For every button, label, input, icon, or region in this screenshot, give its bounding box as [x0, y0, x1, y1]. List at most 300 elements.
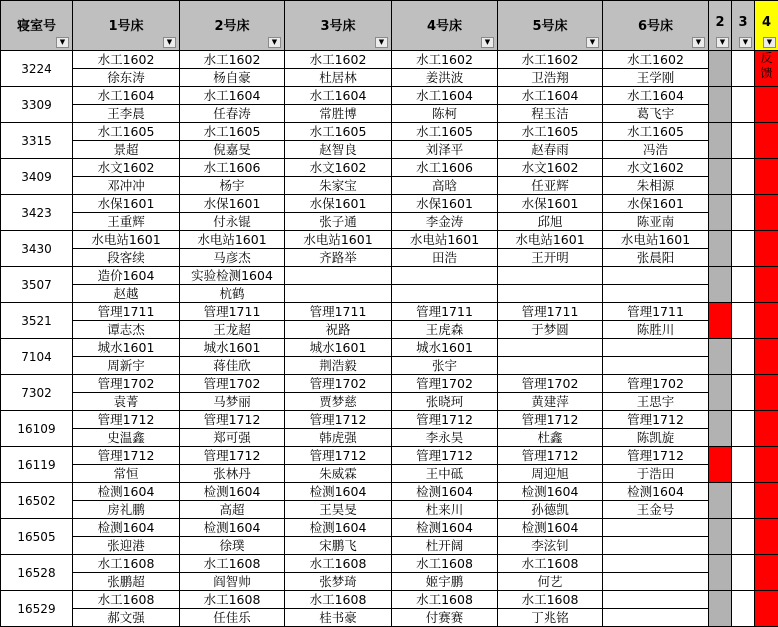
class-cell[interactable]: 水文1602: [603, 159, 709, 177]
student-name-cell[interactable]: 齐路举: [285, 249, 392, 267]
class-cell[interactable]: 检测1604: [603, 483, 709, 501]
header-col-label: 3: [732, 15, 754, 30]
student-name-cell[interactable]: 王虎森: [392, 321, 498, 339]
dropdown-arrow-icon[interactable]: ▼: [375, 37, 388, 48]
room-number-cell[interactable]: 16502: [1, 483, 73, 519]
class-cell[interactable]: 实验检测1604: [180, 267, 285, 285]
class-cell[interactable]: 水工1602: [498, 51, 603, 69]
room-number-cell[interactable]: 3409: [1, 159, 73, 195]
flag-col-4-cell[interactable]: [755, 447, 778, 483]
header-bed-label: 4号床: [392, 15, 497, 34]
class-cell[interactable]: 水工1604: [392, 87, 498, 105]
flag-col-3-cell[interactable]: [732, 339, 755, 375]
flag-col-3-cell[interactable]: [732, 591, 755, 627]
room-number-cell[interactable]: 16109: [1, 411, 73, 447]
header-room-label: 寝室号: [1, 15, 72, 34]
class-cell[interactable]: 水工1604: [73, 87, 180, 105]
class-cell[interactable]: 城水1601: [73, 339, 180, 357]
student-name-cell[interactable]: 付永锟: [180, 213, 285, 231]
class-cell[interactable]: 水保1601: [73, 195, 180, 213]
room-number-cell[interactable]: 7104: [1, 339, 73, 375]
student-name-cell[interactable]: [498, 357, 603, 375]
room-number-cell[interactable]: 16119: [1, 447, 73, 483]
student-name-cell[interactable]: 蒋佳欣: [180, 357, 285, 375]
class-cell[interactable]: 水文1602: [73, 159, 180, 177]
class-cell[interactable]: [603, 339, 709, 357]
room-number-cell[interactable]: 16529: [1, 591, 73, 627]
flag-col-4-cell[interactable]: [755, 195, 778, 231]
class-cell[interactable]: 水工1608: [180, 591, 285, 609]
flag-col-2-cell[interactable]: [709, 159, 732, 195]
student-name-cell[interactable]: 田浩: [392, 249, 498, 267]
class-cell[interactable]: 水工1602: [180, 51, 285, 69]
class-cell[interactable]: 管理1702: [180, 375, 285, 393]
class-cell[interactable]: 管理1712: [180, 447, 285, 465]
class-cell[interactable]: 管理1711: [498, 303, 603, 321]
student-name-cell[interactable]: 荆浩毅: [285, 357, 392, 375]
room-row-class: [1, 303, 778, 321]
flag-col-4-cell[interactable]: [755, 591, 778, 627]
student-name-cell[interactable]: 陈亚南: [603, 213, 709, 231]
class-cell[interactable]: 检测1604: [498, 483, 603, 501]
flag-col-4-cell[interactable]: [755, 519, 778, 555]
student-name-cell[interactable]: 陈柯: [392, 105, 498, 123]
student-name-cell[interactable]: 朱威霖: [285, 465, 392, 483]
room-row-class: [1, 123, 778, 141]
flag-col-3-cell[interactable]: [732, 231, 755, 267]
student-name-cell[interactable]: 赵春雨: [498, 141, 603, 159]
student-name-cell[interactable]: 杨宇: [180, 177, 285, 195]
class-cell[interactable]: [603, 591, 709, 609]
header-bed-label: 1号床: [73, 15, 179, 34]
header-bed-label: 2号床: [180, 15, 284, 34]
student-name-cell[interactable]: 杨自豪: [180, 69, 285, 87]
student-name-cell[interactable]: 陈凯旋: [603, 429, 709, 447]
student-name-cell[interactable]: 杜开阔: [392, 537, 498, 555]
room-row-names: [1, 429, 778, 447]
student-name-cell[interactable]: [603, 285, 709, 303]
student-name-cell[interactable]: 邱旭: [498, 213, 603, 231]
student-name-cell[interactable]: 卫浩翔: [498, 69, 603, 87]
student-name-cell[interactable]: 袁菁: [73, 393, 180, 411]
room-row-class: [1, 591, 778, 609]
class-cell[interactable]: 水文1602: [285, 159, 392, 177]
flag-col-3-cell[interactable]: [732, 159, 755, 195]
room-row-names: [1, 573, 778, 591]
flag-col-2-cell[interactable]: [709, 339, 732, 375]
class-cell[interactable]: 水工1605: [392, 123, 498, 141]
student-name-cell[interactable]: 高晗: [392, 177, 498, 195]
class-cell[interactable]: 水工1608: [285, 591, 392, 609]
flag-col-2-cell[interactable]: [709, 519, 732, 555]
class-cell[interactable]: 水保1601: [603, 195, 709, 213]
flag-col-3-cell[interactable]: [732, 555, 755, 591]
dropdown-arrow-icon[interactable]: ▼: [586, 37, 599, 48]
student-name-cell[interactable]: 王中砥: [392, 465, 498, 483]
class-cell[interactable]: 水工1608: [73, 591, 180, 609]
room-row-class: [1, 159, 778, 177]
room-row-class: [1, 339, 778, 357]
room-number-cell[interactable]: 16528: [1, 555, 73, 591]
class-cell[interactable]: 水工1602: [73, 51, 180, 69]
room-row-names: [1, 177, 778, 195]
flag-col-3-cell[interactable]: [732, 87, 755, 123]
dropdown-arrow-icon[interactable]: ▼: [481, 37, 494, 48]
student-name-cell[interactable]: 徐东涛: [73, 69, 180, 87]
student-name-cell[interactable]: 张梦琦: [285, 573, 392, 591]
flag-col-4-cell[interactable]: [755, 231, 778, 267]
student-name-cell[interactable]: 杜居林: [285, 69, 392, 87]
flag-col-2-cell[interactable]: [709, 231, 732, 267]
header-col-label: 4: [755, 15, 778, 30]
student-name-cell[interactable]: 王开明: [498, 249, 603, 267]
dropdown-arrow-icon[interactable]: ▼: [268, 37, 281, 48]
class-cell[interactable]: 水电站1601: [73, 231, 180, 249]
student-name-cell[interactable]: 何艺: [498, 573, 603, 591]
student-name-cell[interactable]: 杜鑫: [498, 429, 603, 447]
flag-col-3-cell[interactable]: [732, 519, 755, 555]
class-cell[interactable]: 管理1712: [285, 411, 392, 429]
dropdown-arrow-icon[interactable]: ▼: [692, 37, 705, 48]
student-name-cell[interactable]: 段客续: [73, 249, 180, 267]
class-cell[interactable]: 造价1604: [73, 267, 180, 285]
class-cell[interactable]: 管理1711: [603, 303, 709, 321]
class-cell[interactable]: [392, 267, 498, 285]
class-cell[interactable]: 检测1604: [392, 519, 498, 537]
flag-col-4-cell[interactable]: [755, 87, 778, 123]
flag-col-4-cell[interactable]: [755, 267, 778, 303]
student-name-cell[interactable]: 张晓珂: [392, 393, 498, 411]
class-cell[interactable]: 管理1702: [73, 375, 180, 393]
student-name-cell[interactable]: 程玉洁: [498, 105, 603, 123]
class-cell[interactable]: [603, 555, 709, 573]
class-cell[interactable]: 水电站1601: [603, 231, 709, 249]
room-row-names: [1, 285, 778, 303]
room-row-names: [1, 69, 778, 87]
flag-col-2-cell[interactable]: [709, 303, 732, 339]
class-cell[interactable]: 水工1608: [392, 591, 498, 609]
class-cell[interactable]: 管理1712: [285, 447, 392, 465]
student-name-cell[interactable]: 任佳乐: [180, 609, 285, 627]
flag-col-4-cell[interactable]: [755, 123, 778, 159]
flag-col-3-cell[interactable]: [732, 303, 755, 339]
class-cell[interactable]: 水保1601: [498, 195, 603, 213]
student-name-cell[interactable]: 房礼鹏: [73, 501, 180, 519]
student-name-cell[interactable]: 李泫钊: [498, 537, 603, 555]
header-bed-1: [73, 1, 180, 51]
class-cell[interactable]: 水电站1601: [180, 231, 285, 249]
flag-col-2-cell[interactable]: [709, 51, 732, 87]
class-cell[interactable]: 检测1604: [498, 519, 603, 537]
student-name-cell[interactable]: 于梦圆: [498, 321, 603, 339]
room-number-cell[interactable]: 3315: [1, 123, 73, 159]
student-name-cell[interactable]: 贾梦慈: [285, 393, 392, 411]
class-cell[interactable]: 水工1605: [180, 123, 285, 141]
student-name-cell[interactable]: 张林丹: [180, 465, 285, 483]
room-number-cell[interactable]: 16505: [1, 519, 73, 555]
flag-col-2-cell[interactable]: [709, 447, 732, 483]
student-name-cell[interactable]: 马彦杰: [180, 249, 285, 267]
class-cell[interactable]: 水电站1601: [392, 231, 498, 249]
student-name-cell[interactable]: [498, 285, 603, 303]
flag-col-2-cell[interactable]: [709, 87, 732, 123]
class-cell[interactable]: 水工1608: [392, 555, 498, 573]
flag-col-4-cell[interactable]: [755, 483, 778, 519]
student-name-cell[interactable]: 景超: [73, 141, 180, 159]
header-bed-6: [603, 1, 709, 51]
room-row-class: [1, 483, 778, 501]
flag-col-2-cell[interactable]: [709, 195, 732, 231]
class-cell[interactable]: 水工1605: [73, 123, 180, 141]
class-cell[interactable]: 水电站1601: [498, 231, 603, 249]
student-name-cell[interactable]: 郑可强: [180, 429, 285, 447]
student-name-cell[interactable]: 王龙超: [180, 321, 285, 339]
class-cell[interactable]: 水工1602: [285, 51, 392, 69]
student-name-cell[interactable]: 周新宇: [73, 357, 180, 375]
student-name-cell[interactable]: [603, 573, 709, 591]
flag-col-2-cell[interactable]: [709, 267, 732, 303]
room-number-cell[interactable]: 3430: [1, 231, 73, 267]
flag-col-2-cell[interactable]: [709, 375, 732, 411]
student-name-cell[interactable]: 郝文强: [73, 609, 180, 627]
flag-col-2-cell[interactable]: [709, 555, 732, 591]
student-name-cell[interactable]: 付赛赛: [392, 609, 498, 627]
student-name-cell[interactable]: 张子通: [285, 213, 392, 231]
class-cell[interactable]: 管理1712: [498, 411, 603, 429]
flag-col-4-cell[interactable]: [755, 339, 778, 375]
student-name-cell[interactable]: 周迎旭: [498, 465, 603, 483]
student-name-cell[interactable]: 丁兆铭: [498, 609, 603, 627]
class-cell[interactable]: 管理1712: [73, 447, 180, 465]
class-cell[interactable]: [498, 267, 603, 285]
student-name-cell[interactable]: 王学刚: [603, 69, 709, 87]
student-name-cell[interactable]: 冯浩: [603, 141, 709, 159]
student-name-cell[interactable]: 谭志杰: [73, 321, 180, 339]
student-name-cell[interactable]: 朱相源: [603, 177, 709, 195]
student-name-cell[interactable]: 张迎港: [73, 537, 180, 555]
class-cell[interactable]: 管理1712: [603, 447, 709, 465]
student-name-cell[interactable]: 史温鑫: [73, 429, 180, 447]
room-number-cell[interactable]: 3521: [1, 303, 73, 339]
student-name-cell[interactable]: 邓冲冲: [73, 177, 180, 195]
student-name-cell[interactable]: 祝路: [285, 321, 392, 339]
student-name-cell[interactable]: 杭鹤: [180, 285, 285, 303]
header-bed-4: [392, 1, 498, 51]
room-row-class: [1, 195, 778, 213]
student-name-cell[interactable]: 王重辉: [73, 213, 180, 231]
room-row-names: [1, 501, 778, 519]
class-cell[interactable]: 水工1604: [285, 87, 392, 105]
student-name-cell[interactable]: 王李晨: [73, 105, 180, 123]
flag-col-2-cell[interactable]: [709, 411, 732, 447]
class-cell[interactable]: 管理1702: [603, 375, 709, 393]
class-cell[interactable]: 管理1711: [73, 303, 180, 321]
student-name-cell[interactable]: 任春涛: [180, 105, 285, 123]
flag-col-3-cell[interactable]: [732, 51, 755, 87]
class-cell[interactable]: 检测1604: [392, 483, 498, 501]
class-cell[interactable]: 水保1601: [285, 195, 392, 213]
flag-col-4-cell[interactable]: [755, 303, 778, 339]
flag-col-3-cell[interactable]: [732, 447, 755, 483]
flag-col-4-cell[interactable]: [755, 555, 778, 591]
dropdown-arrow-icon[interactable]: ▼: [56, 37, 69, 48]
class-cell[interactable]: 城水1601: [285, 339, 392, 357]
class-cell[interactable]: 水工1606: [392, 159, 498, 177]
flag-col-3-cell[interactable]: [732, 375, 755, 411]
class-cell[interactable]: 城水1601: [180, 339, 285, 357]
student-name-cell[interactable]: 黄建萍: [498, 393, 603, 411]
active-filter-icon[interactable]: ▼: [763, 37, 776, 48]
student-name-cell[interactable]: 刘泽平: [392, 141, 498, 159]
class-cell[interactable]: 管理1712: [498, 447, 603, 465]
student-name-cell[interactable]: 李金涛: [392, 213, 498, 231]
class-cell[interactable]: 水工1604: [603, 87, 709, 105]
class-cell[interactable]: [285, 267, 392, 285]
student-name-cell[interactable]: 韩虎强: [285, 429, 392, 447]
class-cell[interactable]: 水文1602: [498, 159, 603, 177]
student-name-cell[interactable]: 朱家宝: [285, 177, 392, 195]
student-name-cell[interactable]: 杜来川: [392, 501, 498, 519]
class-cell[interactable]: 水工1606: [180, 159, 285, 177]
class-cell[interactable]: 水工1608: [285, 555, 392, 573]
room-row-class: [1, 519, 778, 537]
class-cell[interactable]: 检测1604: [73, 519, 180, 537]
room-row-class: [1, 555, 778, 573]
class-cell[interactable]: 检测1604: [180, 483, 285, 501]
room-row-names: [1, 393, 778, 411]
room-row-class: [1, 447, 778, 465]
room-number-cell[interactable]: 7302: [1, 375, 73, 411]
flag-col-3-cell[interactable]: [732, 267, 755, 303]
student-name-cell[interactable]: 孙德凯: [498, 501, 603, 519]
room-number-cell[interactable]: 3423: [1, 195, 73, 231]
student-name-cell[interactable]: 高超: [180, 501, 285, 519]
student-name-cell[interactable]: 常胜博: [285, 105, 392, 123]
dropdown-arrow-icon[interactable]: ▼: [716, 37, 729, 48]
flag-col-3-cell[interactable]: [732, 123, 755, 159]
student-name-cell[interactable]: [603, 357, 709, 375]
student-name-cell[interactable]: 倪嘉旻: [180, 141, 285, 159]
class-cell[interactable]: 水保1601: [180, 195, 285, 213]
student-name-cell[interactable]: [285, 285, 392, 303]
student-name-cell[interactable]: 王金号: [603, 501, 709, 519]
flag-col-2-cell[interactable]: [709, 591, 732, 627]
student-name-cell[interactable]: 葛飞宇: [603, 105, 709, 123]
class-cell[interactable]: 管理1712: [392, 447, 498, 465]
class-cell[interactable]: 管理1711: [180, 303, 285, 321]
class-cell[interactable]: 管理1712: [603, 411, 709, 429]
student-name-cell[interactable]: 王昊旻: [285, 501, 392, 519]
student-name-cell[interactable]: 常恒: [73, 465, 180, 483]
class-cell[interactable]: 管理1712: [73, 411, 180, 429]
class-cell[interactable]: 水工1605: [603, 123, 709, 141]
class-cell[interactable]: 水工1602: [392, 51, 498, 69]
room-row-names: [1, 141, 778, 159]
flag-col-3-cell[interactable]: [732, 195, 755, 231]
class-cell[interactable]: 检测1604: [285, 483, 392, 501]
class-cell[interactable]: 水电站1601: [285, 231, 392, 249]
class-cell[interactable]: 水工1608: [498, 555, 603, 573]
class-cell[interactable]: 水工1608: [73, 555, 180, 573]
class-cell[interactable]: 管理1702: [392, 375, 498, 393]
class-cell[interactable]: 管理1711: [392, 303, 498, 321]
room-number-cell[interactable]: 3224: [1, 51, 73, 87]
room-row-class: [1, 231, 778, 249]
class-cell[interactable]: 检测1604: [285, 519, 392, 537]
class-cell[interactable]: [603, 267, 709, 285]
class-cell[interactable]: 水工1605: [285, 123, 392, 141]
student-name-cell[interactable]: 张晨阳: [603, 249, 709, 267]
flag-col-4-cell[interactable]: [755, 159, 778, 195]
room-number-cell[interactable]: 3309: [1, 87, 73, 123]
student-name-cell[interactable]: 陈胜川: [603, 321, 709, 339]
flag-col-3-cell[interactable]: [732, 411, 755, 447]
student-name-cell[interactable]: 徐璞: [180, 537, 285, 555]
class-cell[interactable]: 检测1604: [180, 519, 285, 537]
flag-col-2-cell[interactable]: [709, 123, 732, 159]
student-name-cell[interactable]: 赵越: [73, 285, 180, 303]
header-col-2: [709, 1, 732, 51]
student-name-cell[interactable]: [603, 537, 709, 555]
flag-col-2-cell[interactable]: [709, 483, 732, 519]
room-row-names: [1, 213, 778, 231]
student-name-cell[interactable]: 姜洪波: [392, 69, 498, 87]
flag-col-4-cell[interactable]: [755, 411, 778, 447]
header-bed-label: 6号床: [603, 15, 708, 34]
class-cell[interactable]: 水工1604: [498, 87, 603, 105]
flag-col-3-cell[interactable]: [732, 483, 755, 519]
dropdown-arrow-icon[interactable]: ▼: [739, 37, 752, 48]
class-cell[interactable]: 管理1702: [498, 375, 603, 393]
class-cell[interactable]: 检测1604: [73, 483, 180, 501]
class-cell[interactable]: 水工1605: [498, 123, 603, 141]
class-cell[interactable]: 管理1702: [285, 375, 392, 393]
class-cell[interactable]: 管理1712: [180, 411, 285, 429]
room-row-names: [1, 321, 778, 339]
student-name-cell[interactable]: 张宇: [392, 357, 498, 375]
class-cell[interactable]: 水工1608: [180, 555, 285, 573]
flag-col-4-cell[interactable]: [755, 375, 778, 411]
class-cell[interactable]: 水工1604: [180, 87, 285, 105]
class-cell[interactable]: 水工1608: [498, 591, 603, 609]
student-name-cell[interactable]: 阎智帅: [180, 573, 285, 591]
room-number-cell[interactable]: 3507: [1, 267, 73, 303]
student-name-cell[interactable]: 王思宇: [603, 393, 709, 411]
student-name-cell[interactable]: [603, 609, 709, 627]
room-row-names: [1, 537, 778, 555]
student-name-cell[interactable]: 于浩田: [603, 465, 709, 483]
flag-col-4-cell[interactable]: 反馈: [755, 51, 778, 87]
student-name-cell[interactable]: 任亚辉: [498, 177, 603, 195]
student-name-cell[interactable]: 马梦丽: [180, 393, 285, 411]
student-name-cell[interactable]: 桂书豪: [285, 609, 392, 627]
class-cell[interactable]: 水保1601: [392, 195, 498, 213]
student-name-cell[interactable]: 宋鹏飞: [285, 537, 392, 555]
class-cell[interactable]: 管理1712: [392, 411, 498, 429]
student-name-cell[interactable]: 赵智良: [285, 141, 392, 159]
student-name-cell[interactable]: [392, 285, 498, 303]
student-name-cell[interactable]: 姬宇鹏: [392, 573, 498, 591]
student-name-cell[interactable]: 张鹏超: [73, 573, 180, 591]
header-bed-label: 5号床: [498, 15, 602, 34]
class-cell[interactable]: [603, 519, 709, 537]
class-cell[interactable]: 水工1602: [603, 51, 709, 69]
class-cell[interactable]: [498, 339, 603, 357]
dropdown-arrow-icon[interactable]: ▼: [163, 37, 176, 48]
student-name-cell[interactable]: 李永昊: [392, 429, 498, 447]
class-cell[interactable]: 管理1711: [285, 303, 392, 321]
class-cell[interactable]: 城水1601: [392, 339, 498, 357]
